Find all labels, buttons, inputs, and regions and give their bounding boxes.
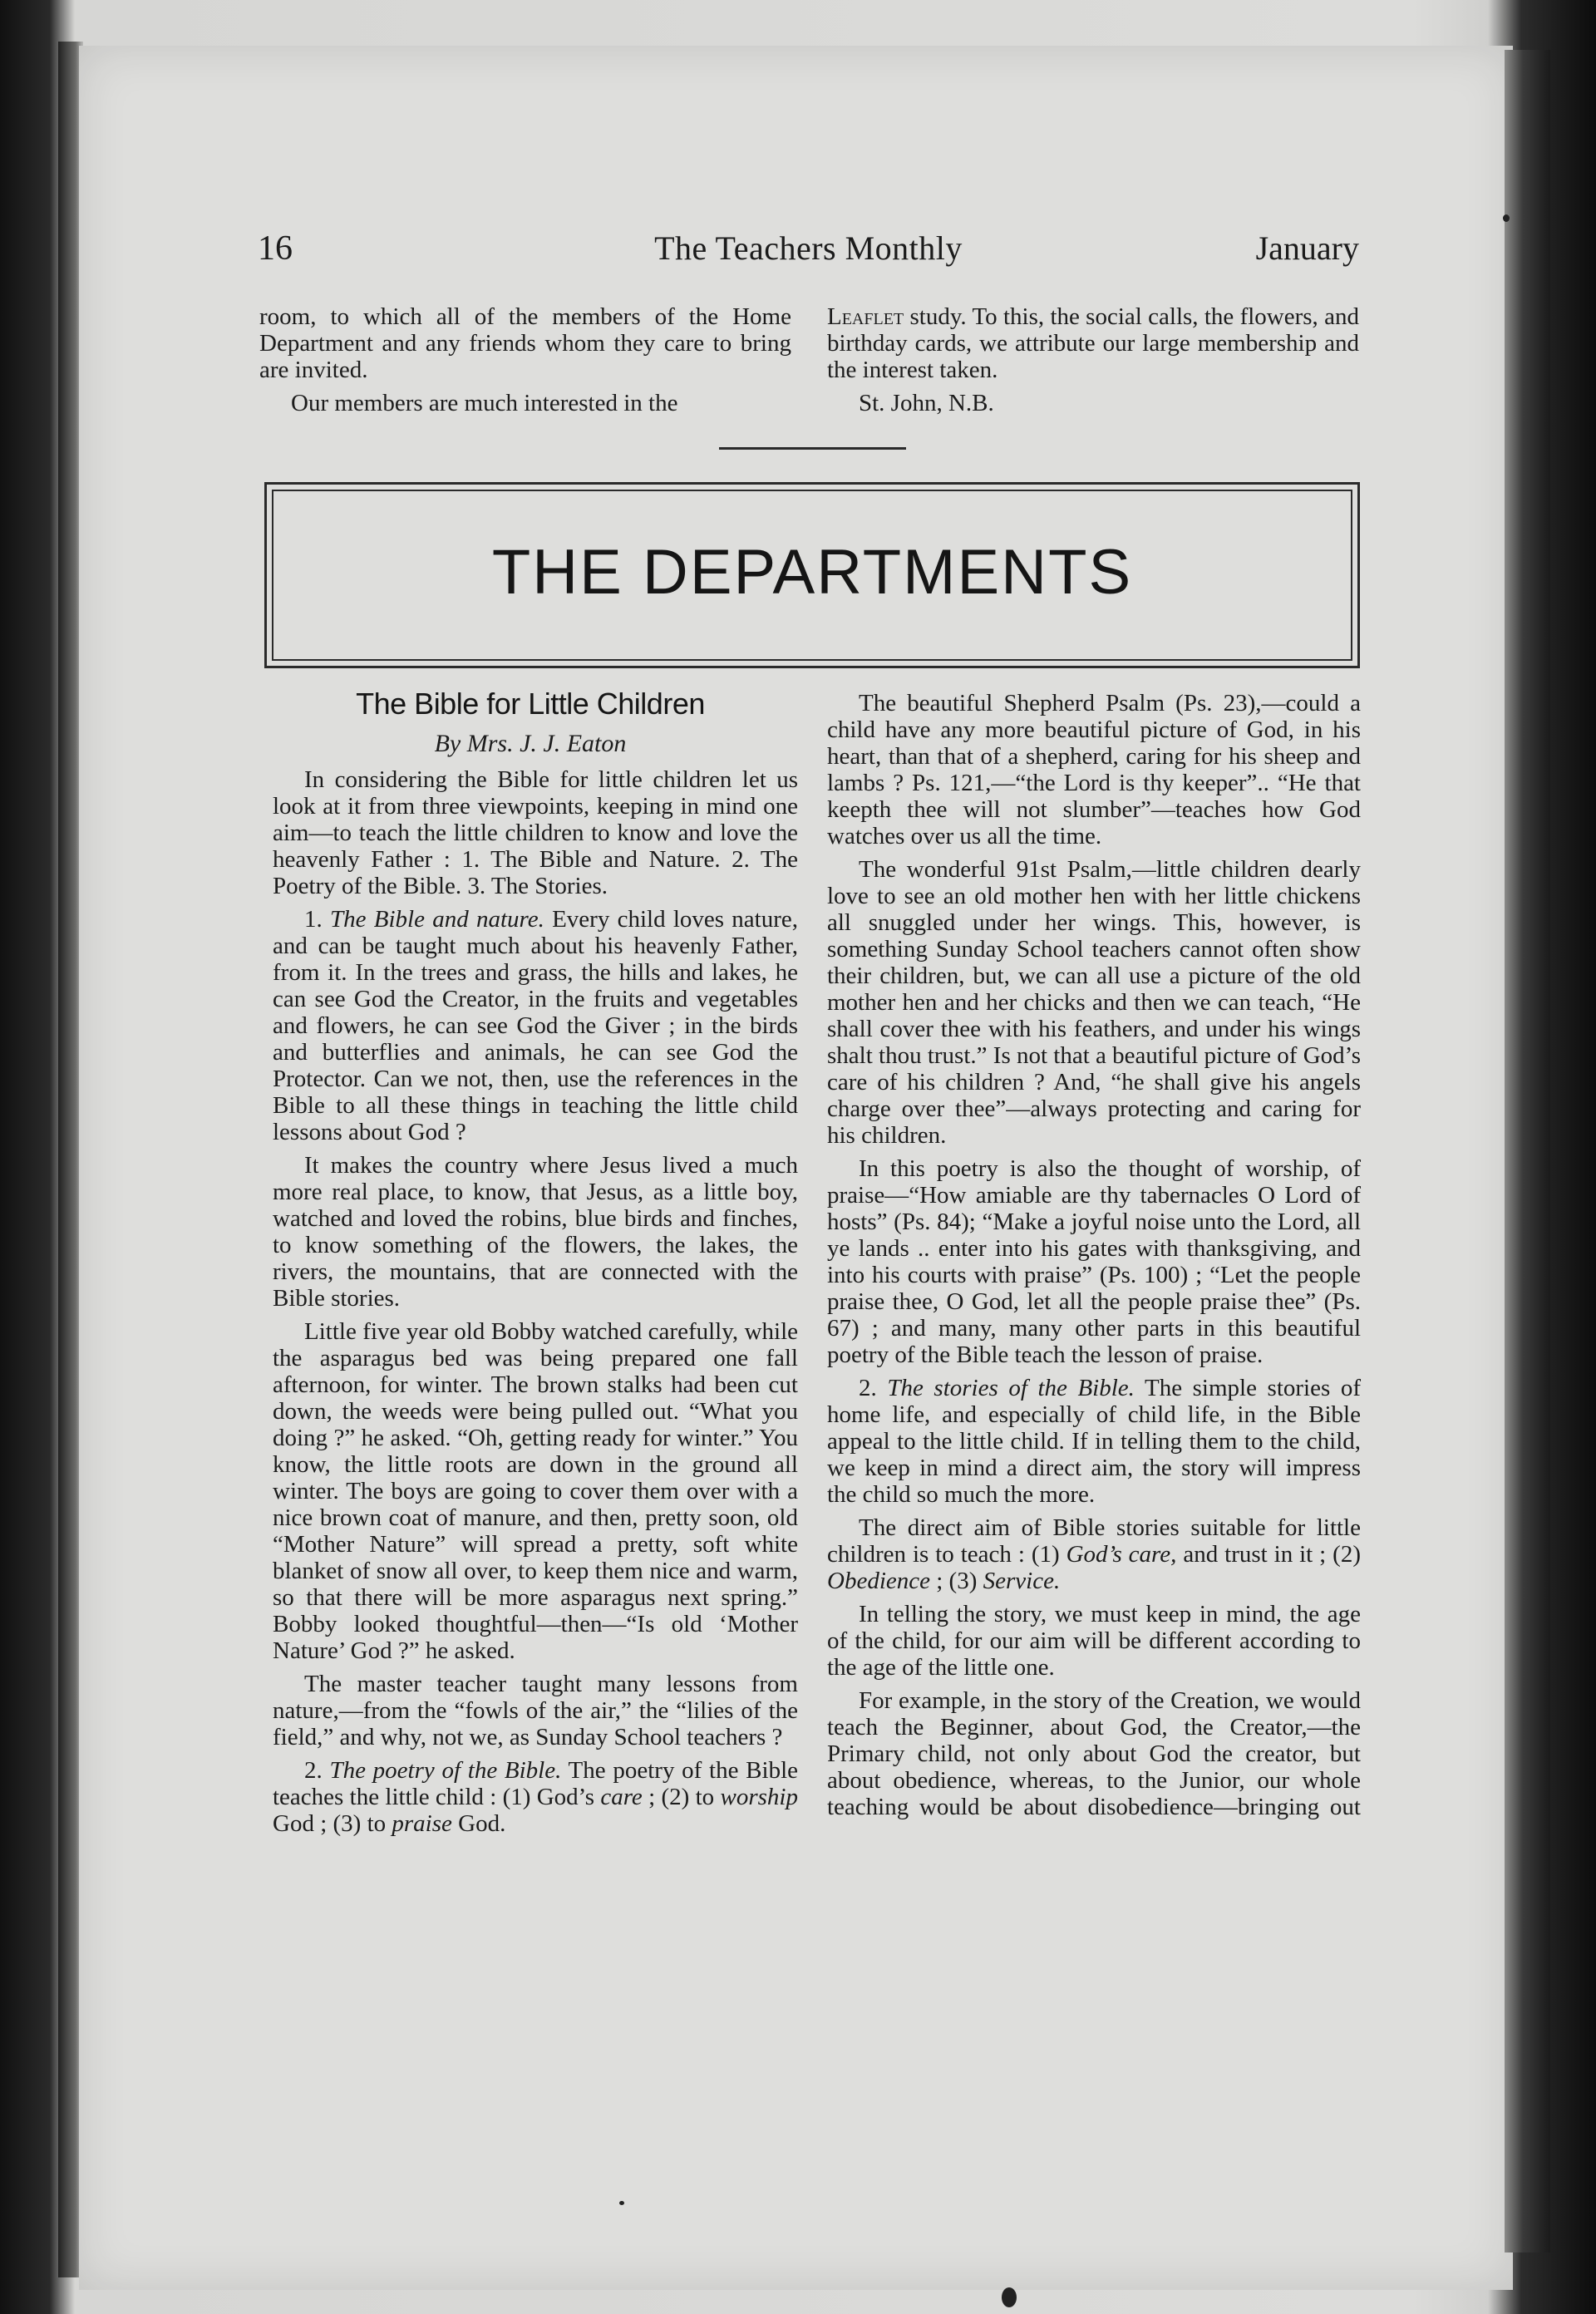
text-run: Every child loves nature, and can be taught much about his heavenly Father, from it. In the trees and grass, the hills and lakes, he can see God the Creator, in the fruits and vegetables and flowers, he can see God the Giver ; in the birds and butterflies and animals, he can see God the Protector. Can we not, then, use the references in the Bible to all these things in teaching the little child lessons about God ? [273, 906, 798, 1145]
issue-month: January [1255, 229, 1359, 267]
section-title-box [264, 482, 1360, 668]
running-head [258, 229, 1359, 278]
article-left-column [273, 766, 798, 1844]
emphasis: Service. [983, 1568, 1061, 1594]
text-run: study. To this, the social calls, the flowers, and birthday cards, we attribute our large membership and the interest taken. [827, 303, 1359, 383]
emphasis: God’s care, [1066, 1541, 1177, 1568]
article-right-column [827, 690, 1361, 1827]
paragraph [827, 1514, 1361, 1594]
paragraph: Little five year old Bobby watched carefully, while the asparagus bed was being prepared one fall afternoon, for winter. The brown stalks had been cut down, the weeds were being pulled out. “What you doing ?” he asked. “Oh, getting ready for winter.” You know, the little roots are down in the ground all winter. The boys are going to cover them over with a nice brown coat of manure, and then, pretty soon, old “Mother Nature” will spread a pretty, soft white blanket of snow all over, to keep them nice and warm, so that there will be more asparagus next spring.” Bobby looked thoughtful—then—“Is old ‘Mother Nature’ God ?” he asked. [273, 1318, 798, 1664]
paragraph [827, 303, 1359, 383]
place-signature: St. John, N.B. [859, 390, 994, 416]
paragraph: In telling the story, we must keep in mind, the age of the child, for our aim will be different according to the age of the little one. [827, 1601, 1361, 1681]
section-title: THE DEPARTMENTS [491, 537, 1133, 608]
subheading-italic: The poetry of the Bible. [329, 1757, 562, 1784]
top-left-column [259, 303, 791, 423]
top-right-column [827, 303, 1359, 423]
emphasis: care [600, 1784, 643, 1810]
paragraph: room, to which all of the members of the Home Department and any friends whom they care to bring are invited. [259, 303, 791, 383]
text-run: 1. [304, 906, 330, 933]
dust-speck [619, 2201, 624, 2205]
paragraph [273, 906, 798, 1145]
text-run: 2. [304, 1757, 330, 1784]
page-right-edge [1505, 50, 1550, 2252]
paragraph: The wonderful 91st Psalm,—little children dearly love to see an old mother hen with her little chickens all snuggled under her wings. This, however, is something Sunday School teachers cannot often show their children, but, we can all use a picture of the old mother hen and her chicks and then we can teach, “He shall cover thee with his feathers, and under his wings shalt thou trust.” Is not that a beautiful picture of God’s care of his children ? And, “he shall give his angels charge over thee”—always protecting and caring for his children. [827, 856, 1361, 1149]
text-run: The direct aim of Bible stories suitable for little children is to teach : (1) [827, 1514, 1361, 1568]
text-run: and trust in it ; (2) [1176, 1541, 1361, 1568]
paragraph [273, 1757, 798, 1837]
text-run: The poetry of the Bible teaches the little child : (1) God’s [273, 1757, 798, 1810]
emphasis: praise [392, 1810, 452, 1837]
text-run: ; (3) [930, 1568, 983, 1594]
leaflet-smallcaps: Leaflet [827, 303, 904, 330]
text-run: ; (2) to [642, 1784, 721, 1810]
page-number: 16 [258, 229, 293, 268]
paragraph: In this poetry is also the thought of worship, of praise—“How amiable are thy tabernacles O Lord of hosts” (Ps. 84); “Make a joyful noise unto the Lord, all ye lands .. enter into his gates with thanksgiving, and into his courts with praise” (Ps. 100) ; “Let the people praise thee, O God, let all the people praise thee” (Ps. 67) ; and many, many other parts in this beautiful poetry of the Bible teach the lesson of praise. [827, 1155, 1361, 1368]
journal-title: The Teachers Monthly [654, 229, 963, 267]
paragraph: The beautiful Shepherd Psalm (Ps. 23),—could a child have any more beautiful picture of God, in his heart, than that of a shepherd, caring for his sheep and lambs ? Ps. 121,—“the Lord is thy keeper”.. “He that keepth thee will not slumber”—teaches how God watches over us all the time. [827, 690, 1361, 849]
subheading-italic: The Bible and nature. [330, 906, 544, 933]
paragraph: It makes the country where Jesus lived a much more real place, to know, that Jesus, as a little boy, watched and loved the robins, blue birds and finches, to know something of the flowers, the lakes, the rivers, the mountains, that are connected with the Bible stories. [273, 1152, 798, 1312]
paragraph [827, 1375, 1361, 1508]
text-run: 2. [859, 1375, 888, 1401]
dust-speck [1503, 214, 1510, 222]
emphasis: Obedience [827, 1568, 930, 1594]
subheading-italic: The stories of the Bible. [887, 1375, 1135, 1401]
paragraph: The master teacher taught many lessons from nature,—from the “fowls of the air,” the “lilies of the field,” and why, not we, as Sunday School teachers ? [273, 1671, 798, 1750]
article-byline: By Mrs. J. J. Eaton [434, 730, 627, 757]
text-run: God. [451, 1810, 506, 1837]
paragraph: Our members are much interested in the [291, 390, 678, 416]
text-run: God ; (3) to [273, 1810, 392, 1837]
emphasis: worship [720, 1784, 798, 1810]
article-title: The Bible for Little Children [356, 687, 705, 721]
section-divider-rule [719, 447, 906, 450]
text-run: The simple stories of home life, and especially of child life, in the Bible appeal to the little child. If in telling them to the child, we keep in mind a direct aim, the story will impress the child so much the more. [827, 1375, 1361, 1508]
paragraph: For example, in the story of the Creation, we would teach the Beginner, about God, the Creator,—the Primary child, not only about God the creator, but about obedience, whereas, to the Junior, our whole teaching would be about disobedience—bringing out [827, 1687, 1361, 1820]
dust-speck [1002, 2287, 1017, 2307]
paragraph: In considering the Bible for little children let us look at it from three viewpoints, keeping in mind one aim—to teach the little children to know and love the heavenly Father : 1. The Bible and Nature. 2. The Poetry of the Bible. 3. The Stories. [273, 766, 798, 899]
